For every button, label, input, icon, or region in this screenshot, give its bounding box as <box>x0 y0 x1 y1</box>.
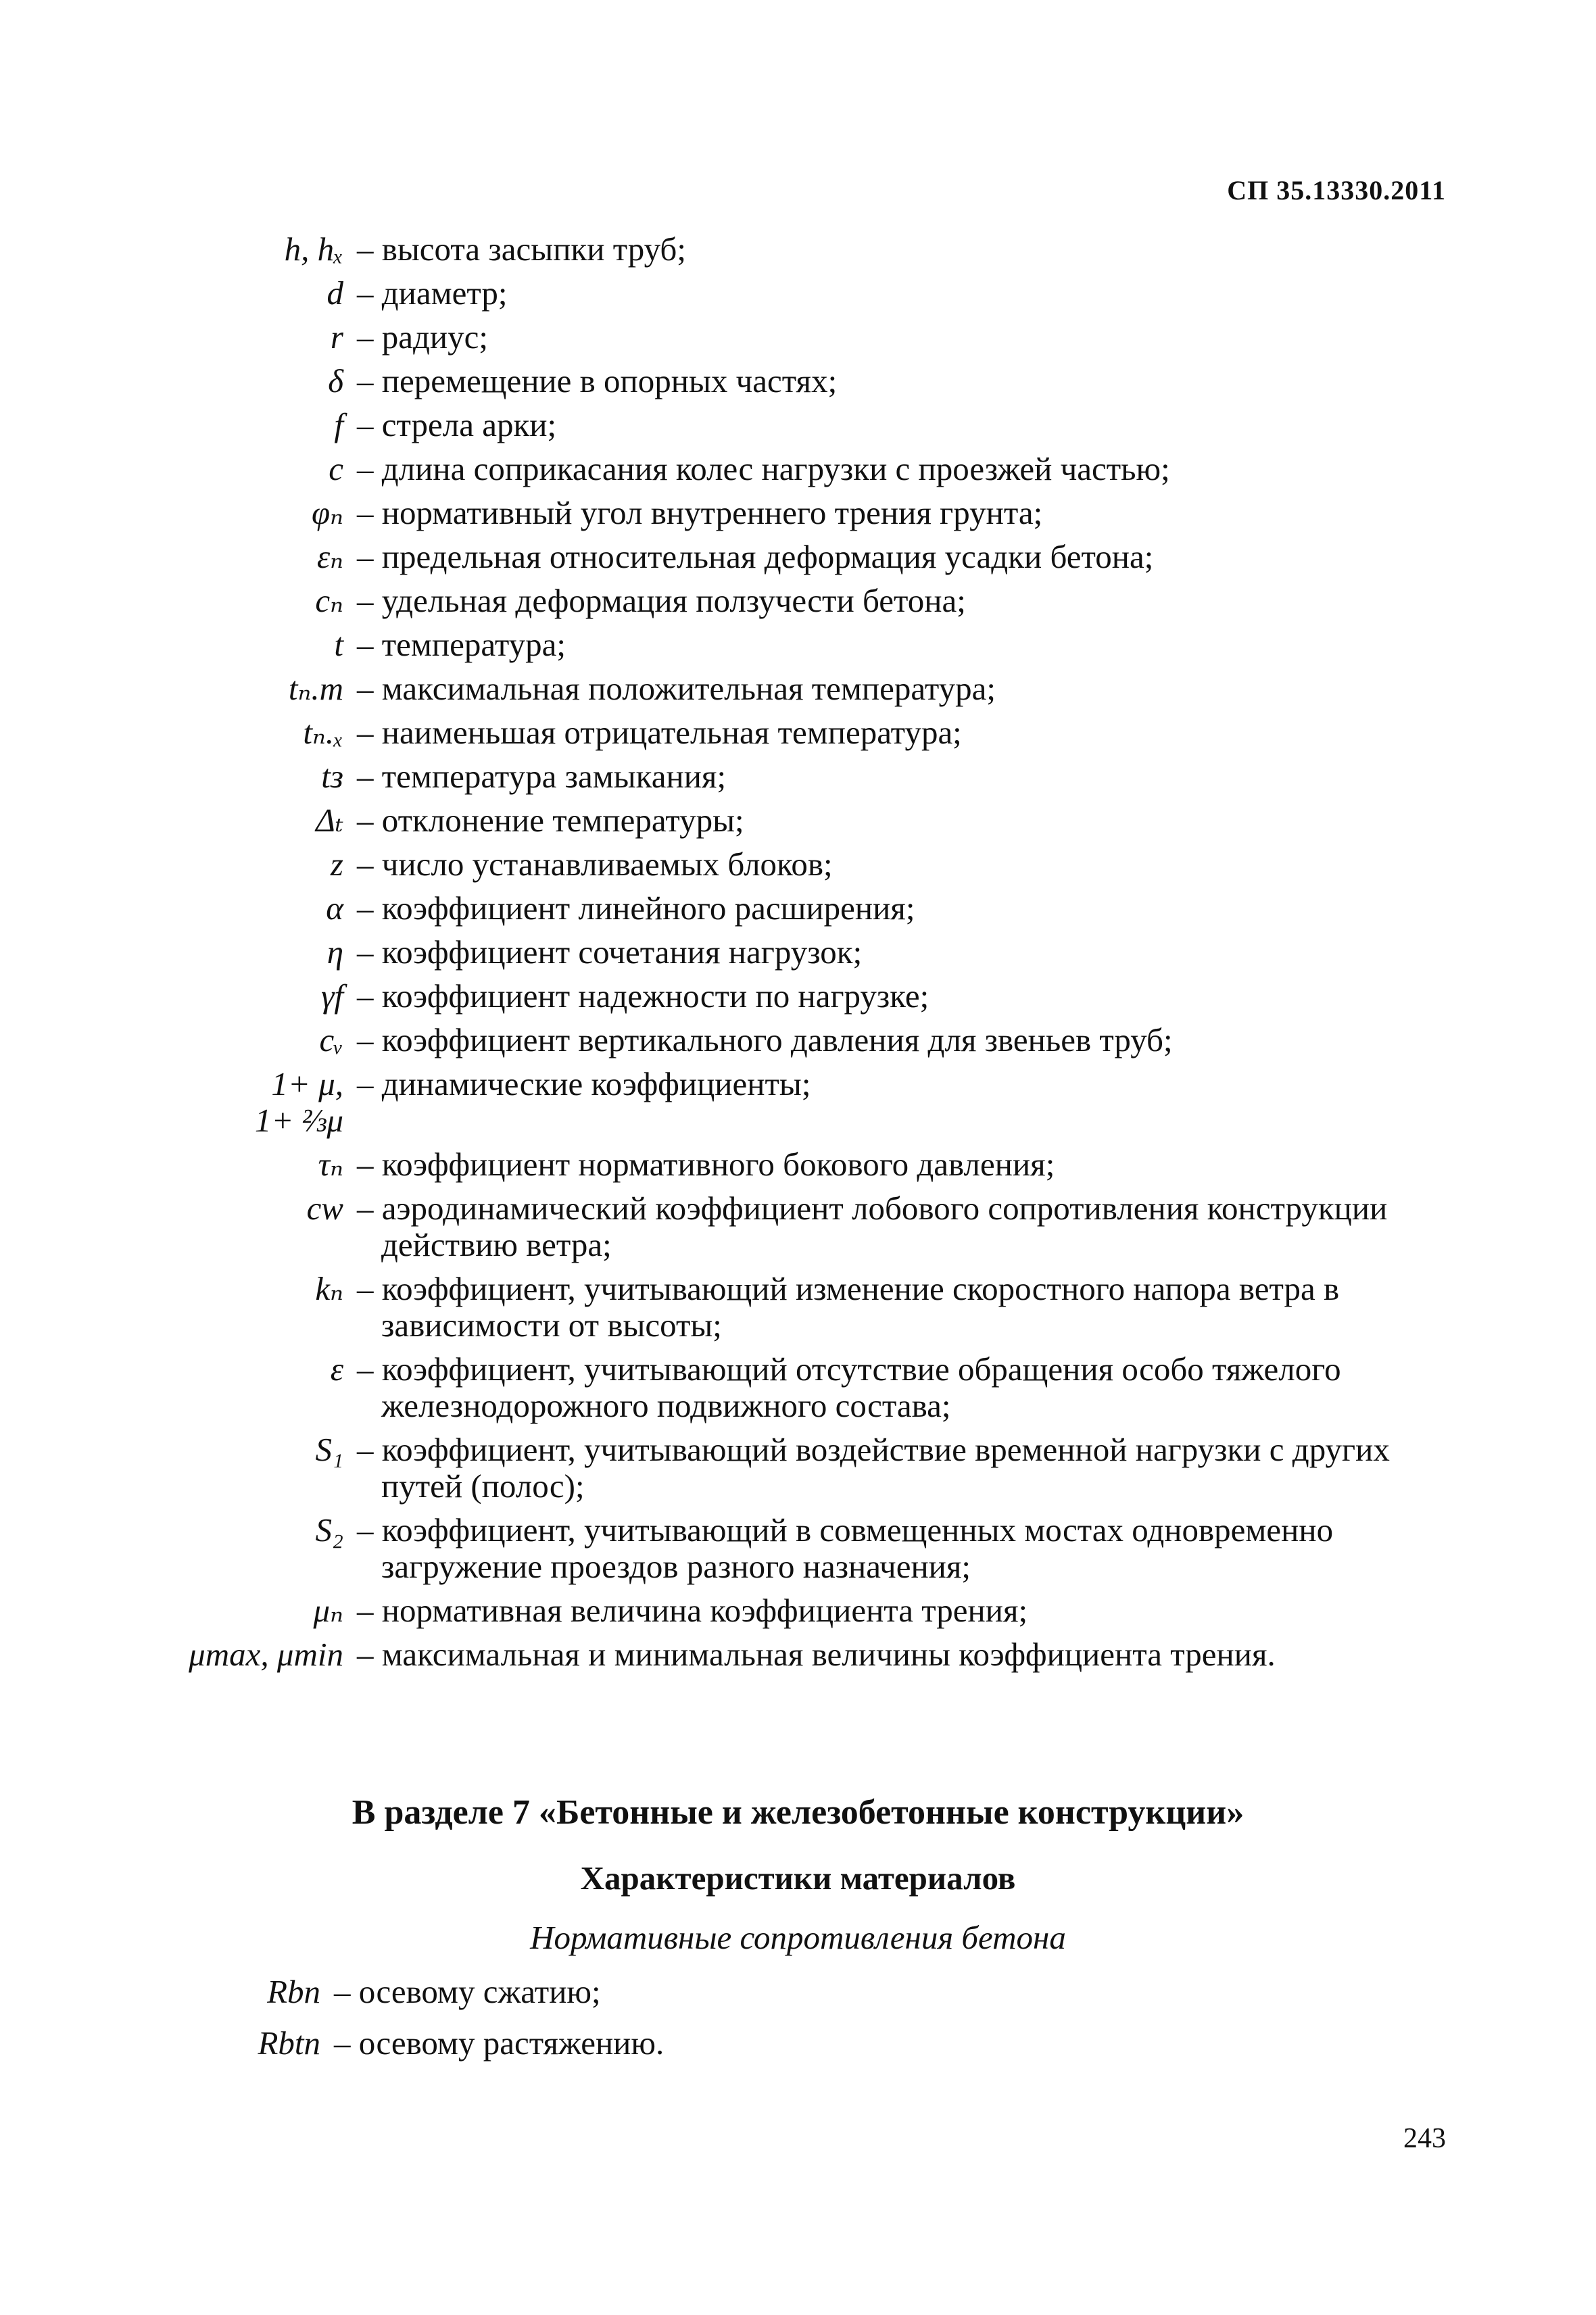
definition-text: – радиус; <box>357 318 489 356</box>
symbol: α <box>326 890 343 927</box>
symbol: μₙ <box>313 1592 343 1629</box>
definition-row <box>0 1351 1596 1424</box>
definition-row <box>0 802 1596 839</box>
symbol: h, hₓ <box>284 230 343 268</box>
definition-row <box>0 714 1596 751</box>
symbol: cw <box>306 1190 343 1227</box>
symbol: εₙ <box>316 538 343 575</box>
definition-text: – коэффициент линейного расширения; <box>357 890 915 927</box>
symbol: φₙ <box>312 494 343 531</box>
definition-text: – коэффициент, учитывающий воздействие временной нагрузки с других путей (полос); <box>357 1431 1390 1505</box>
definition-text: – стрела арки; <box>357 406 557 443</box>
symbol: c <box>329 450 343 487</box>
symbol: η <box>327 933 343 971</box>
symbol: S₂ <box>315 1511 343 1549</box>
definition-text: – максимальная и минимальная величины коэффициента трения. <box>357 1636 1276 1673</box>
definition-row <box>0 671 1596 707</box>
definition-text: – осевому растяжению. <box>334 2024 664 2062</box>
symbol: cᵥ <box>319 1021 343 1058</box>
symbol: cₙ <box>315 582 343 619</box>
definition-text: – диаметр; <box>357 274 508 312</box>
definition-row <box>0 1022 1596 1058</box>
definition-text: – коэффициент вертикального давления для звеньев труб; <box>357 1021 1173 1058</box>
definition-row <box>0 890 1596 927</box>
definition-row <box>0 583 1596 619</box>
definition-row <box>0 1146 1596 1183</box>
definition-text: – высота засыпки труб; <box>357 230 686 268</box>
definition-text: – длина соприкасания колес нагрузки с проезжей частью; <box>357 450 1170 487</box>
definition-row <box>0 1636 1596 1673</box>
definition-row <box>0 1066 1596 1139</box>
definition-text: – предельная относительная деформация усадки бетона; <box>357 538 1154 575</box>
definition-row <box>0 495 1596 531</box>
definition-row <box>0 2025 1596 2062</box>
definition-row <box>0 363 1596 399</box>
definition-row <box>0 407 1596 443</box>
definition-row <box>0 1974 1596 2010</box>
definition-row <box>0 275 1596 312</box>
symbol: tₙ.т <box>288 670 343 707</box>
definition-text: – нормативная величина коэффициента трения; <box>357 1592 1028 1629</box>
definition-row <box>0 231 1596 268</box>
definition-text: – максимальная положительная температура; <box>357 670 996 707</box>
definition-row <box>0 539 1596 575</box>
definition-row <box>0 1512 1596 1585</box>
symbol-definitions-list <box>0 231 1596 1680</box>
symbol: Δₜ <box>316 802 343 839</box>
symbol: Rbn <box>267 1973 320 2010</box>
section-title: В разделе 7 «Бетонные и железобетонные конструкции» <box>352 1793 1244 1832</box>
definition-row <box>0 934 1596 971</box>
definition-text: – коэффициент, учитывающий в совмещенных мостах одновременно загружение проездов разного назначения; <box>357 1511 1334 1585</box>
symbol: δ <box>328 362 343 399</box>
definition-text: – нормативный угол внутреннего трения грунта; <box>357 494 1043 531</box>
definition-text: – коэффициент нормативного бокового давления; <box>357 1146 1055 1183</box>
definition-row <box>0 627 1596 663</box>
definition-text: – температура замыкания; <box>357 758 727 795</box>
symbol: γf <box>321 977 343 1015</box>
definition-row <box>0 1190 1596 1263</box>
definition-row <box>0 1432 1596 1505</box>
symbol: f <box>334 406 343 443</box>
symbol: μmax, μmin <box>189 1636 343 1673</box>
definition-text: – отклонение температуры; <box>357 802 744 839</box>
symbol: ε <box>330 1350 343 1388</box>
symbol: d <box>327 274 343 312</box>
definition-text: – коэффициент, учитывающий отсутствие обращения особо тяжелого железнодорожного подвижного состава; <box>357 1350 1341 1424</box>
definition-text: – перемещение в опорных частях; <box>357 362 838 399</box>
italic-heading: Нормативные сопротивления бетона <box>530 1919 1066 1956</box>
definition-text: – динамические коэффициенты; <box>357 1065 811 1102</box>
page-number: 243 <box>1403 2123 1446 2154</box>
symbol: kₙ <box>315 1270 343 1307</box>
definition-text: – удельная деформация ползучести бетона; <box>357 582 966 619</box>
definition-text: – число устанавливаемых блоков; <box>357 846 833 883</box>
symbol: t <box>334 626 343 663</box>
definition-text: – осевому сжатию; <box>334 1973 601 2010</box>
definition-row <box>0 319 1596 356</box>
definition-text: – коэффициент сочетания нагрузок; <box>357 933 863 971</box>
symbol: S₁ <box>315 1431 343 1468</box>
symbol: r <box>330 318 343 356</box>
symbol: τₙ <box>318 1146 343 1183</box>
definition-text: – аэродинамический коэффициент лобового сопротивления конструкции действию ветра; <box>357 1190 1388 1263</box>
definition-row <box>0 451 1596 487</box>
definition-text: – наименьшая отрицательная температура; <box>357 714 962 751</box>
definition-text: – температура; <box>357 626 566 663</box>
definition-row <box>0 1271 1596 1344</box>
document-code: СП 35.13330.2011 <box>1227 175 1446 205</box>
definition-text: – коэффициент, учитывающий изменение скоростного напора ветра в зависимости от высоты; <box>357 1270 1340 1344</box>
symbol: z <box>330 846 343 883</box>
symbol: tз <box>321 758 343 795</box>
definition-row <box>0 1592 1596 1629</box>
definition-row <box>0 978 1596 1015</box>
symbol: 1+ μ, 1+ ⅔μ <box>254 1065 343 1139</box>
symbol: Rbtn <box>258 2024 320 2062</box>
subsection-title: Характеристики материалов <box>580 1859 1016 1897</box>
concrete-resistance-definitions <box>0 1974 1596 2076</box>
definition-text: – коэффициент надежности по нагрузке; <box>357 977 929 1015</box>
definition-row <box>0 758 1596 795</box>
symbol: tₙ.ₓ <box>303 714 343 751</box>
definition-row <box>0 846 1596 883</box>
